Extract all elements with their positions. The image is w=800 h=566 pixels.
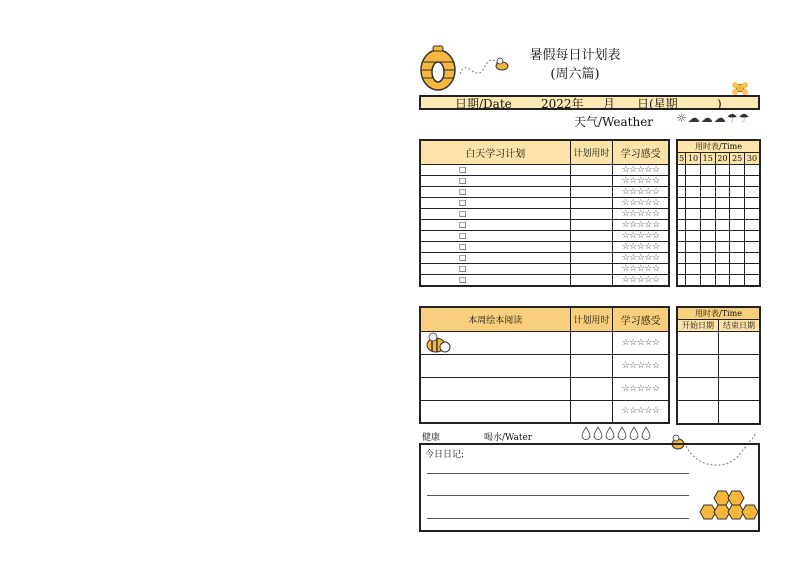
minute-header: 5 xyxy=(677,153,686,165)
time-cell[interactable] xyxy=(686,187,701,198)
reading-book-cell[interactable] xyxy=(420,400,570,423)
time-cell[interactable] xyxy=(677,176,686,187)
time-cell[interactable] xyxy=(730,209,745,220)
time-cell[interactable] xyxy=(677,198,686,209)
col-study-plan: 白天学习计划 xyxy=(420,140,570,164)
rating-stars[interactable]: ☆☆☆☆☆ xyxy=(613,197,669,208)
plan-time-cell[interactable] xyxy=(570,186,613,197)
time-cell[interactable] xyxy=(677,242,686,253)
plan-time-cell[interactable] xyxy=(570,197,613,208)
plan-time-cell[interactable] xyxy=(570,252,613,263)
table-row xyxy=(420,197,669,208)
page-title xyxy=(500,46,650,84)
minute-header: 10 xyxy=(686,153,701,165)
time-cell[interactable] xyxy=(700,209,715,220)
reading-time-cell[interactable] xyxy=(570,400,613,423)
time-cell[interactable] xyxy=(745,209,760,220)
time-cell[interactable] xyxy=(745,198,760,209)
reading-time-row xyxy=(677,378,760,401)
rating-stars[interactable]: ☆☆☆☆☆ xyxy=(613,263,669,274)
time-cell[interactable] xyxy=(730,220,745,231)
rating-stars[interactable]: ☆☆☆☆☆ xyxy=(613,164,669,175)
water-label: 喝水/Water xyxy=(484,433,533,443)
date-day[interactable]: 日(星期 xyxy=(637,97,678,111)
weather-icons[interactable]: ☼☁☁☁☂☂ xyxy=(676,111,751,125)
time-cell[interactable] xyxy=(700,253,715,264)
plan-time-cell[interactable] xyxy=(570,241,613,252)
col-plan-time: 计划用时 xyxy=(570,140,613,164)
water-drop-icons[interactable] xyxy=(580,426,656,440)
plan-time-cell[interactable] xyxy=(570,164,613,175)
time-row xyxy=(677,231,760,242)
rating-stars[interactable]: ☆☆☆☆☆ xyxy=(613,175,669,186)
time-cell[interactable] xyxy=(700,176,715,187)
checkbox[interactable]: □ xyxy=(459,187,467,196)
checkbox[interactable]: □ xyxy=(459,209,467,218)
minute-header: 20 xyxy=(715,153,730,165)
plan-time-cell[interactable] xyxy=(570,208,613,219)
table-row xyxy=(420,274,669,286)
minute-header: 25 xyxy=(730,153,745,165)
end-date-cell[interactable] xyxy=(719,332,761,355)
time-cell[interactable] xyxy=(686,242,701,253)
end-date-cell[interactable] xyxy=(719,401,761,424)
time-cell[interactable] xyxy=(730,275,745,286)
time-cell[interactable] xyxy=(700,275,715,286)
time-cell[interactable] xyxy=(745,176,760,187)
date-bar xyxy=(419,95,760,110)
study-task-cell[interactable] xyxy=(420,252,570,263)
time-cell[interactable] xyxy=(745,220,760,231)
time-row xyxy=(677,209,760,220)
rating-stars[interactable]: ☆☆☆☆☆ xyxy=(613,186,669,197)
time-row xyxy=(677,242,760,253)
start-date-cell[interactable] xyxy=(677,355,719,378)
time-cell[interactable] xyxy=(730,187,745,198)
time-cell[interactable] xyxy=(730,242,745,253)
weather-label: 天气/Weather xyxy=(574,115,654,129)
time-cell[interactable] xyxy=(700,231,715,242)
study-task-cell[interactable] xyxy=(420,241,570,252)
rating-stars[interactable]: ☆☆☆☆☆ xyxy=(613,230,669,241)
col-reading: 本周绘本阅读 xyxy=(420,307,570,331)
study-task-cell[interactable] xyxy=(420,263,570,274)
diary-line xyxy=(427,495,689,496)
minute-header: 30 xyxy=(745,153,760,165)
time-cell[interactable] xyxy=(745,253,760,264)
reading-time-cell[interactable] xyxy=(570,354,613,377)
start-date-cell[interactable] xyxy=(677,401,719,424)
time-cell[interactable] xyxy=(677,275,686,286)
table-row xyxy=(420,175,669,186)
table-row xyxy=(420,400,669,423)
study-plan-table xyxy=(419,139,670,287)
rating-stars[interactable]: ☆☆☆☆☆ xyxy=(613,377,669,400)
time-cell[interactable] xyxy=(745,187,760,198)
rating-stars[interactable]: ☆☆☆☆☆ xyxy=(613,208,669,219)
reading-book-cell[interactable] xyxy=(420,377,570,400)
time-cell[interactable] xyxy=(686,275,701,286)
time-cell[interactable] xyxy=(715,187,730,198)
diary-line xyxy=(427,518,689,519)
reading-time-cell[interactable] xyxy=(570,331,613,354)
study-task-cell[interactable] xyxy=(420,230,570,241)
reading-time-row xyxy=(677,355,760,378)
reading-time-table xyxy=(676,306,761,425)
start-date-cell[interactable] xyxy=(677,378,719,401)
reading-time-row xyxy=(677,401,760,424)
plan-time-cell[interactable] xyxy=(570,274,613,286)
rating-stars[interactable]: ☆☆☆☆☆ xyxy=(613,331,669,354)
time-cell[interactable] xyxy=(700,165,715,176)
table-row xyxy=(420,164,669,175)
time-cell[interactable] xyxy=(677,187,686,198)
time-cell[interactable] xyxy=(745,275,760,286)
plan-time-cell[interactable] xyxy=(570,230,613,241)
health-label: 健康 xyxy=(422,433,441,443)
study-task-cell[interactable] xyxy=(420,219,570,230)
study-task-cell[interactable] xyxy=(420,175,570,186)
start-date-cell[interactable] xyxy=(677,332,719,355)
checkbox[interactable]: □ xyxy=(459,242,467,251)
time-row xyxy=(677,165,760,176)
study-task-cell[interactable] xyxy=(420,197,570,208)
time-cell[interactable] xyxy=(745,264,760,275)
rating-stars[interactable]: ☆☆☆☆☆ xyxy=(613,400,669,423)
time-cell[interactable] xyxy=(677,220,686,231)
time-cell[interactable] xyxy=(730,198,745,209)
time-row xyxy=(677,275,760,286)
checkbox[interactable]: □ xyxy=(459,220,467,229)
time-cell[interactable] xyxy=(715,209,730,220)
time-row xyxy=(677,176,760,187)
study-task-cell[interactable] xyxy=(420,274,570,286)
checkbox[interactable]: □ xyxy=(459,165,467,174)
reading-table xyxy=(419,306,670,424)
table-row xyxy=(420,263,669,274)
time-cell[interactable] xyxy=(730,176,745,187)
time-cell[interactable] xyxy=(715,165,730,176)
table-row xyxy=(420,252,669,263)
table-row xyxy=(420,377,669,400)
reading-book-cell[interactable] xyxy=(420,354,570,377)
honeycomb-icon xyxy=(698,489,760,531)
time-cell[interactable] xyxy=(715,275,730,286)
study-task-cell[interactable] xyxy=(420,164,570,175)
time-cell[interactable] xyxy=(686,253,701,264)
time-cell[interactable] xyxy=(686,209,701,220)
time-cell[interactable] xyxy=(700,264,715,275)
diary-label: 今日日记: xyxy=(425,450,465,460)
checkbox[interactable]: □ xyxy=(459,176,467,185)
table-row xyxy=(420,354,669,377)
rating-stars[interactable]: ☆☆☆☆☆ xyxy=(613,241,669,252)
time-cell[interactable] xyxy=(686,231,701,242)
rating-stars[interactable]: ☆☆☆☆☆ xyxy=(613,354,669,377)
time-row xyxy=(677,264,760,275)
reading-time-row xyxy=(677,332,760,355)
time-cell[interactable] xyxy=(686,220,701,231)
time-cell[interactable] xyxy=(745,242,760,253)
time-cell[interactable] xyxy=(686,198,701,209)
reading-time-cell[interactable] xyxy=(570,377,613,400)
time-cell[interactable] xyxy=(677,253,686,264)
time-cell[interactable] xyxy=(677,264,686,275)
col-reading-feel: 学习感受 xyxy=(613,307,669,331)
study-task-cell[interactable] xyxy=(420,208,570,219)
table-row xyxy=(420,186,669,197)
time-cell[interactable] xyxy=(700,242,715,253)
col-study-feel: 学习感受 xyxy=(613,140,669,164)
checkbox[interactable]: □ xyxy=(459,275,467,284)
time-row xyxy=(677,220,760,231)
end-date-header: 结束日期 xyxy=(719,320,761,332)
time-grid-title: 用时表/Time xyxy=(677,140,760,153)
time-cell[interactable] xyxy=(677,165,686,176)
checkbox[interactable]: □ xyxy=(459,231,467,240)
time-cell[interactable] xyxy=(700,187,715,198)
checkbox[interactable]: □ xyxy=(459,264,467,273)
rating-stars[interactable]: ☆☆☆☆☆ xyxy=(613,274,669,286)
rating-stars[interactable]: ☆☆☆☆☆ xyxy=(613,219,669,230)
diary-line xyxy=(427,473,689,474)
bee-icon xyxy=(423,331,453,355)
beehive-icon xyxy=(418,44,460,92)
time-cell[interactable] xyxy=(715,220,730,231)
minute-header: 15 xyxy=(700,153,715,165)
time-cell[interactable] xyxy=(715,198,730,209)
rating-stars[interactable]: ☆☆☆☆☆ xyxy=(613,252,669,263)
time-row xyxy=(677,253,760,264)
date-year[interactable]: 2022年 xyxy=(541,97,584,111)
study-task-cell[interactable] xyxy=(420,186,570,197)
time-cell[interactable] xyxy=(715,176,730,187)
time-cell[interactable] xyxy=(715,242,730,253)
start-date-header: 开始日期 xyxy=(677,320,719,332)
table-row xyxy=(420,208,669,219)
time-cell[interactable] xyxy=(686,176,701,187)
time-cell[interactable] xyxy=(715,253,730,264)
time-row xyxy=(677,198,760,209)
checkbox[interactable]: □ xyxy=(459,253,467,262)
time-cell[interactable] xyxy=(745,165,760,176)
plan-time-cell[interactable] xyxy=(570,263,613,274)
time-row xyxy=(677,187,760,198)
time-cell[interactable] xyxy=(730,165,745,176)
plan-time-cell[interactable] xyxy=(570,175,613,186)
time-cell[interactable] xyxy=(715,231,730,242)
time-grid-table xyxy=(676,139,761,287)
time-cell[interactable] xyxy=(730,253,745,264)
table-row xyxy=(420,219,669,230)
date-close-paren: ) xyxy=(717,97,722,111)
date-label: 日期/Date xyxy=(455,97,512,111)
time-cell[interactable] xyxy=(686,264,701,275)
end-date-cell[interactable] xyxy=(719,355,761,378)
time-cell[interactable] xyxy=(677,209,686,220)
col-reading-time: 计划用时 xyxy=(570,307,613,331)
time-cell[interactable] xyxy=(677,231,686,242)
time-cell[interactable] xyxy=(715,264,730,275)
checkbox[interactable]: □ xyxy=(459,198,467,207)
time-cell[interactable] xyxy=(686,165,701,176)
table-row xyxy=(420,230,669,241)
time-cell[interactable] xyxy=(730,231,745,242)
time-cell[interactable] xyxy=(745,231,760,242)
title-main: 暑假每日计划表 xyxy=(529,48,621,63)
date-month[interactable]: 月 xyxy=(603,97,616,111)
time-cell[interactable] xyxy=(730,264,745,275)
plan-time-cell[interactable] xyxy=(570,219,613,230)
title-subtitle: (周六篇) xyxy=(550,67,600,82)
reading-time-title: 用时表/Time xyxy=(677,307,760,320)
water-drops[interactable] xyxy=(580,426,656,444)
time-cell[interactable] xyxy=(700,198,715,209)
table-row xyxy=(420,241,669,252)
time-cell[interactable] xyxy=(700,220,715,231)
table-row xyxy=(420,331,669,354)
end-date-cell[interactable] xyxy=(719,378,761,401)
